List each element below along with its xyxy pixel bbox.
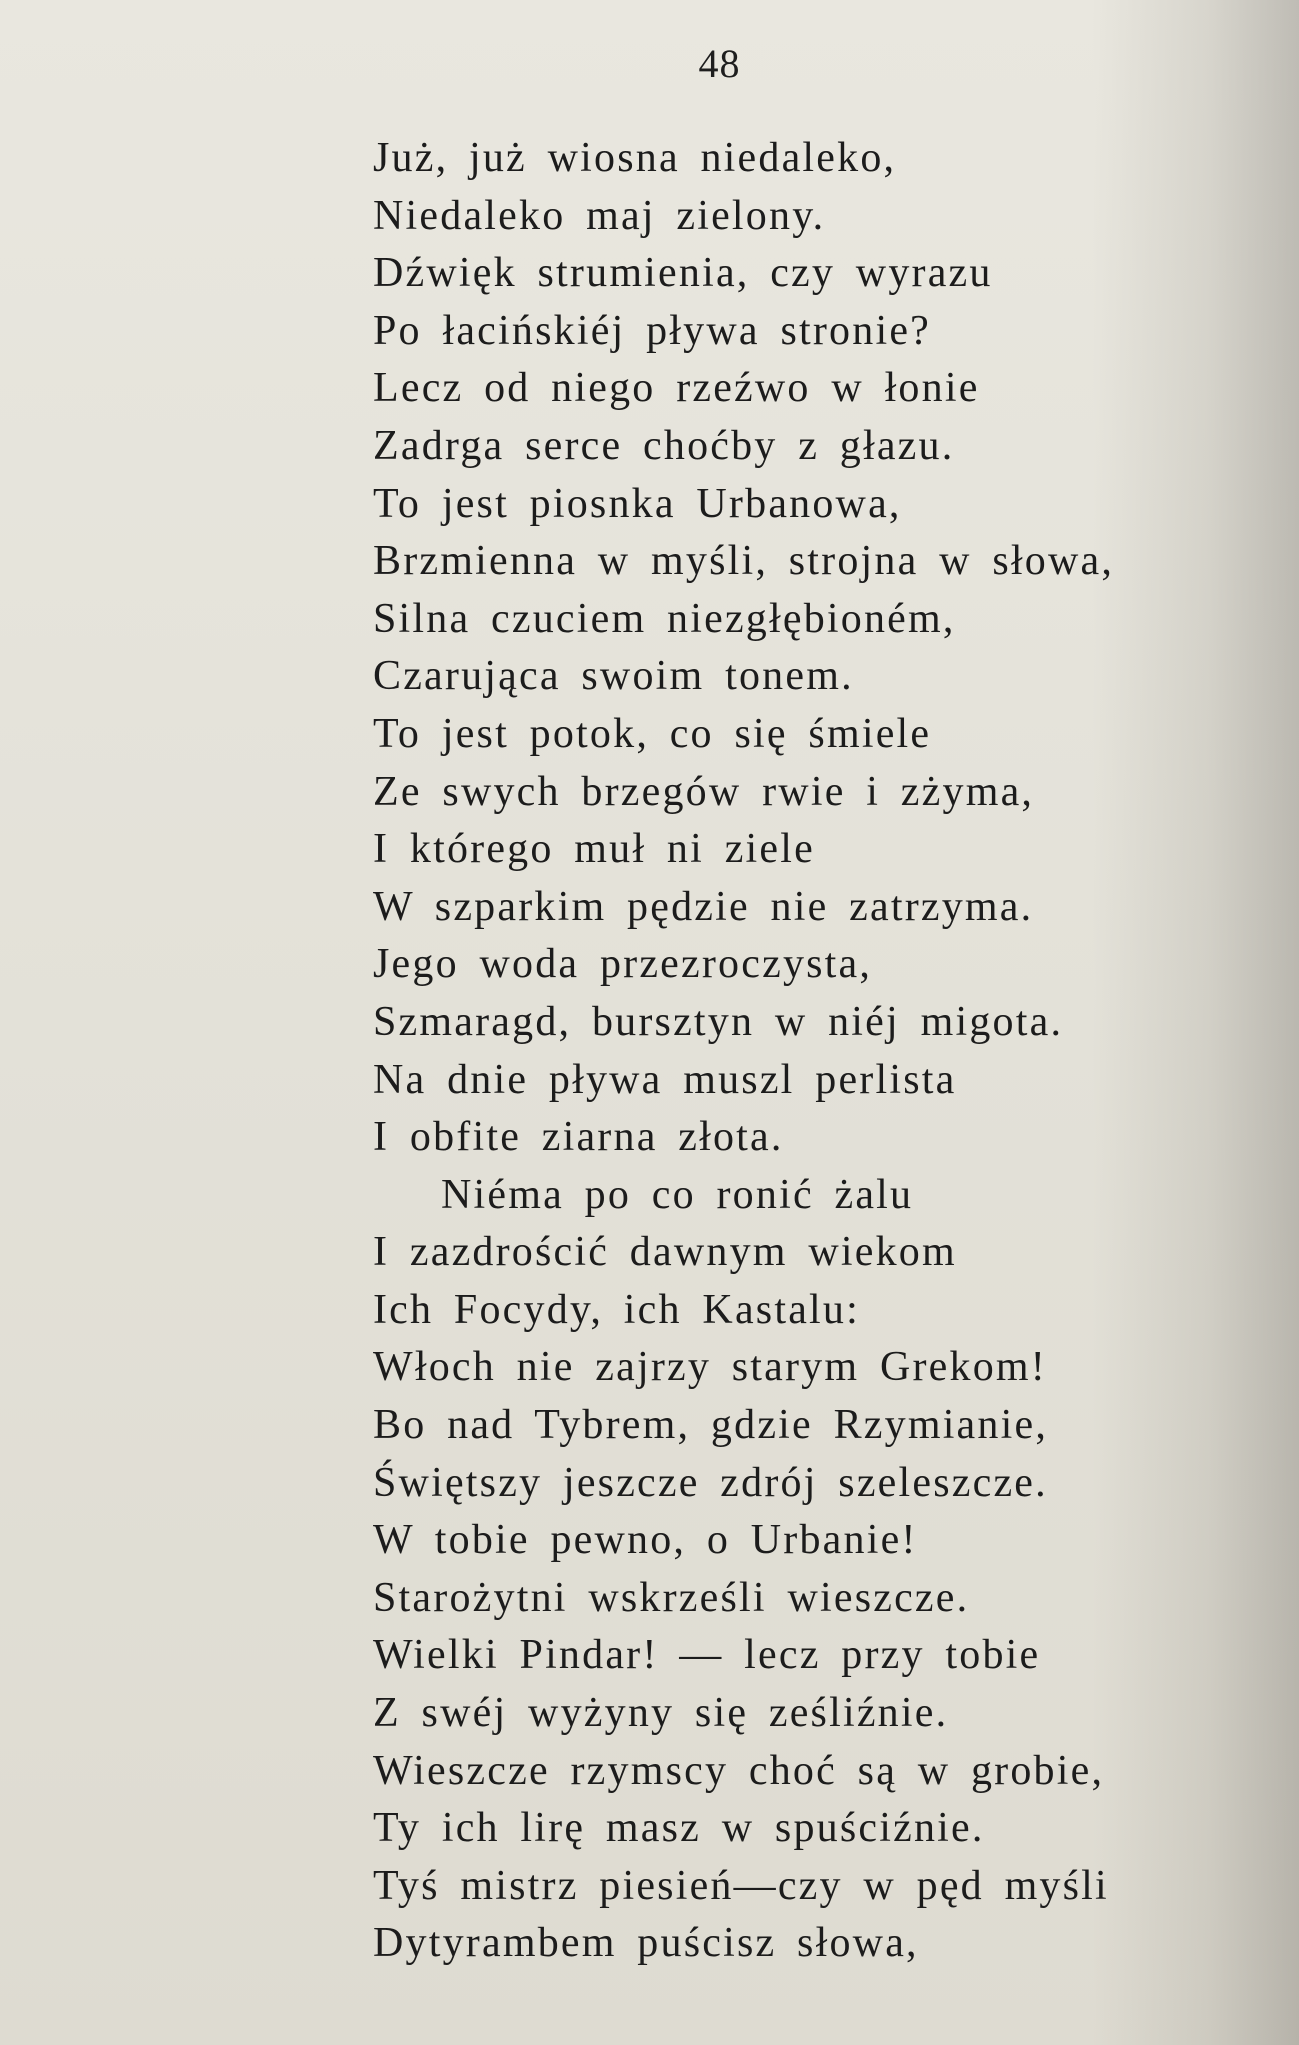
poem-line: Brzmienna w myśli, strojna w słowa, — [373, 538, 1115, 585]
poem-line-stanza-start: Niéma po co ronić żalu — [441, 1171, 914, 1218]
poem-line: W szparkim pędzie nie zatrzyma. — [373, 883, 1034, 930]
poem-line: I obfite ziarna złota. — [373, 1114, 784, 1161]
poem-line: Szmaragd, bursztyn w niéj migota. — [373, 998, 1064, 1045]
poem-line: To jest potok, co się śmiele — [373, 710, 932, 757]
poem-line: I którego muł ni ziele — [373, 826, 815, 873]
page-number: 48 — [698, 41, 741, 86]
poem-line: Bo nad Tybrem, gdzie Rzymianie, — [373, 1402, 1049, 1449]
poem-line: Włoch nie zajrzy starym Grekom! — [373, 1344, 1047, 1391]
poem-line: Już, już wiosna niedaleko, — [373, 135, 897, 181]
poem-line: Dytyrambem puścisz słowa, — [373, 1920, 919, 1967]
poem-line: Po łacińskiéj pływa stronie? — [373, 307, 931, 354]
poem-line: Silna czuciem niezgłębioném, — [373, 595, 956, 642]
poem-text — [373, 130, 1273, 1973]
poem-line: Ty ich lirę masz w spuściźnie. — [373, 1805, 985, 1852]
poem-line: I zazdrościć dawnym wiekom — [373, 1229, 957, 1276]
poem-line: Starożytni wskrześli wieszcze. — [373, 1574, 970, 1621]
poem-line: Z swéj wyżyny się ześliźnie. — [373, 1690, 949, 1737]
poem-line: Jego woda przezroczysta, — [373, 941, 873, 988]
poem-line: W tobie pewno, o Urbanie! — [373, 1517, 918, 1564]
poem-line: Wielki Pindar! — lecz przy tobie — [373, 1632, 1041, 1679]
poem-line: Dźwięk strumienia, czy wyrazu — [373, 250, 993, 297]
poem-line: Na dnie pływa muszl perlista — [373, 1056, 957, 1103]
poem-line: Zadrga serce choćby z głazu. — [373, 422, 955, 469]
poem-line: Tyś mistrz piesień—czy w pęd myśli — [373, 1862, 1109, 1909]
poem-line: Świętszy jeszcze zdrój szeleszcze. — [373, 1459, 1048, 1506]
poem-line: Lecz od niego rzeźwo w łonie — [373, 365, 980, 412]
poem-line: Ze swych brzegów rwie i zżyma, — [373, 768, 1035, 815]
poem-line: To jest piosnka Urbanowa, — [373, 480, 902, 527]
poem-line: Niedaleko maj zielony. — [373, 192, 826, 239]
poem-line: Czarująca swoim tonem. — [373, 653, 854, 700]
poem-line: Ich Focydy, ich Kastalu: — [373, 1286, 860, 1333]
poem-line: Wieszcze rzymscy choć są w grobie, — [373, 1747, 1105, 1794]
